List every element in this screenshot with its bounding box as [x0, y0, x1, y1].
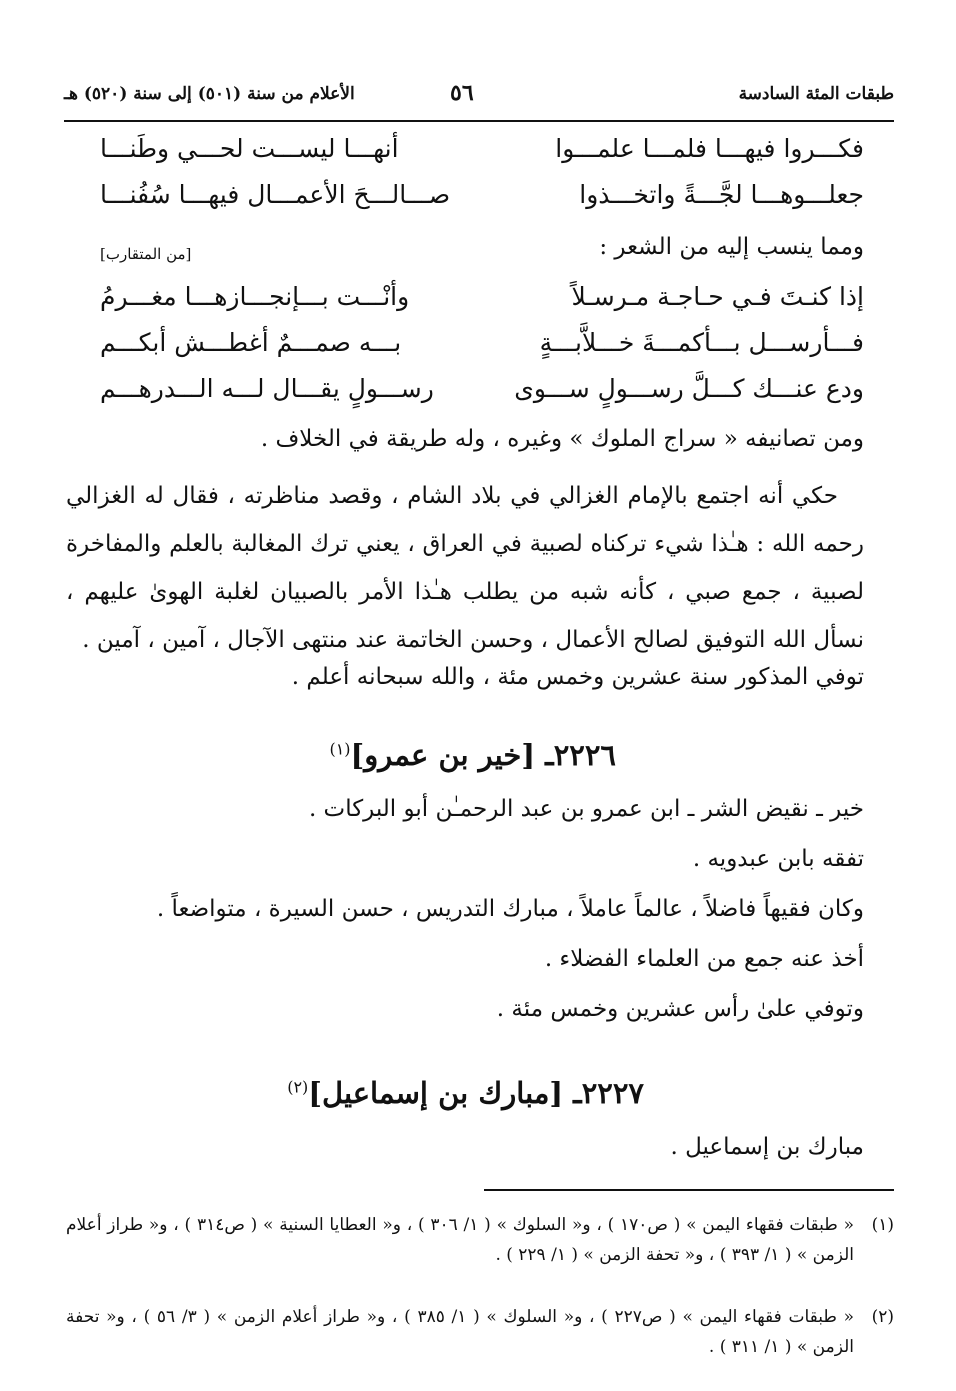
running-title-left: الأعلام من سنة (٥٠١) إلى سنة (٥٢٠) هـ [64, 84, 355, 104]
verse-hemistich: بـــه صمـــمٌ أغطـــش أبكـــم [100, 328, 402, 357]
footnote-text: « طبقات فقهاء اليمن » ( ص٢٢٧ ) ، و« السلوك » ( ١/ ٣٨٥ ) ، و« طراز أعلام الزمن » ( ٣/ ٥٦ ) ، و« تحفة الزمن » ( ١/ ٣١١ ) . [66, 1307, 855, 1357]
running-title-right: طبقات المئة السادسة [738, 84, 894, 104]
verse-hemistich: فكـــروا فيهـــا فلمـــا علمـــوا [555, 134, 864, 163]
footnote-text: « طبقات فقهاء اليمن » ( ص١٧٠ ) ، و« السلوك » ( ١/ ٣٠٦ ) ، و« العطايا السنية » ( ص٣١٤ ) ، و« طراز أعلام الزمن » ( ١/ ٣٩٣ ) ، و« تحفة الزمن » ( ١/ ٢٢٩ ) . [66, 1215, 854, 1265]
footnote-rule [484, 1189, 894, 1191]
poem-intro: ومما ينسب إليه من الشعر : [599, 234, 864, 260]
verse-hemistich: وأنْـــت بـــإنجـــازهـــا مغـــرمُ [100, 282, 410, 311]
verse-hemistich: صـــالـــحَ الأعمـــال فيهـــا سُفُنـــا [100, 180, 451, 209]
footnote-ref[interactable]: (٢) [287, 1077, 309, 1097]
entry-title: ٢٢٢٦ـ [خير بن عمرو] [350, 738, 616, 772]
verse-hemistich: إذا كنـتَ فـي حـاجـة مـرسـلاً [571, 282, 864, 311]
paragraph: توفي المذكور سنة عشرين وخمس مئة ، والله سبحانه أعلم . [291, 664, 864, 690]
footnote [66, 1210, 894, 1270]
verse-hemistich: أنهـــا ليســـت لحـــي وطَنـــا [100, 134, 399, 163]
entry-heading [329, 738, 616, 772]
paragraph: ومن تصانيفه « سراج الملوك » وغيره ، وله طريقة في الخلاف . [260, 426, 864, 452]
entry-line: مبارك بن إسماعيل . [670, 1134, 864, 1160]
entry-line: وكان فقيهاً فاضلاً ، عالماً عاملاً ، مبارك التدريس ، حسن السيرة ، متواضعاً . [156, 896, 864, 922]
meter-label: [من المتقارب] [100, 245, 192, 263]
footnote-number: (٢) [871, 1307, 894, 1327]
verse-hemistich: جعلـــوهـــا لجَّـــةً واتخـــذوا [579, 180, 864, 209]
page-number: ٥٦ [450, 80, 474, 106]
footnote-ref[interactable]: (١) [329, 739, 351, 759]
entry-heading [287, 1076, 644, 1110]
paragraph: حكي أنه اجتمع بالإمام الغزالي في بلاد الشام ، وقصد مناظرته ، فقال له الغزالي رحمه الله : هـٰذا شيء تركناه لصبية في العراق ، يعني ترك المغالبة بالعلم والمفاخرة لصبية ، جمع صبي ، كأنه شبه من يطلب هـٰذا الأمر بالصبيان لغلبة الهوىٰ عليهم ، نسأل الله التوفيق لصالح الأعمال ، وحسن الخاتمة عند منتهى الآجال ، آمين ، آمين . [66, 483, 864, 653]
header-rule [64, 120, 894, 122]
entry-line: أخذ عنه جمع من العلماء الفضلاء . [544, 946, 864, 972]
footnote [66, 1302, 894, 1362]
verse-hemistich: رســـولٍ يقـــال لـــه الـــدرهـــم [100, 374, 434, 403]
verse-hemistich: ودع عنـــك كـــلَّ رســـولٍ ســـوى [514, 374, 864, 403]
entry-line: وتوفي علىٰ رأس عشرين وخمس مئة . [496, 996, 864, 1022]
footnote-number: (١) [871, 1215, 894, 1235]
entry-title: ٢٢٢٧ـ [مبارك بن إسماعيل] [308, 1076, 644, 1110]
entry-line: تفقه بابن عبدويه . [692, 846, 864, 872]
verse-hemistich: فـــأرســـل بـــأكمـــةَ خـــلاَّبـــةٍ [539, 328, 864, 357]
entry-line: خير ـ نقيض الشر ـ ابن عمرو بن عبد الرحمـٰن أبو البركات . [308, 796, 864, 822]
